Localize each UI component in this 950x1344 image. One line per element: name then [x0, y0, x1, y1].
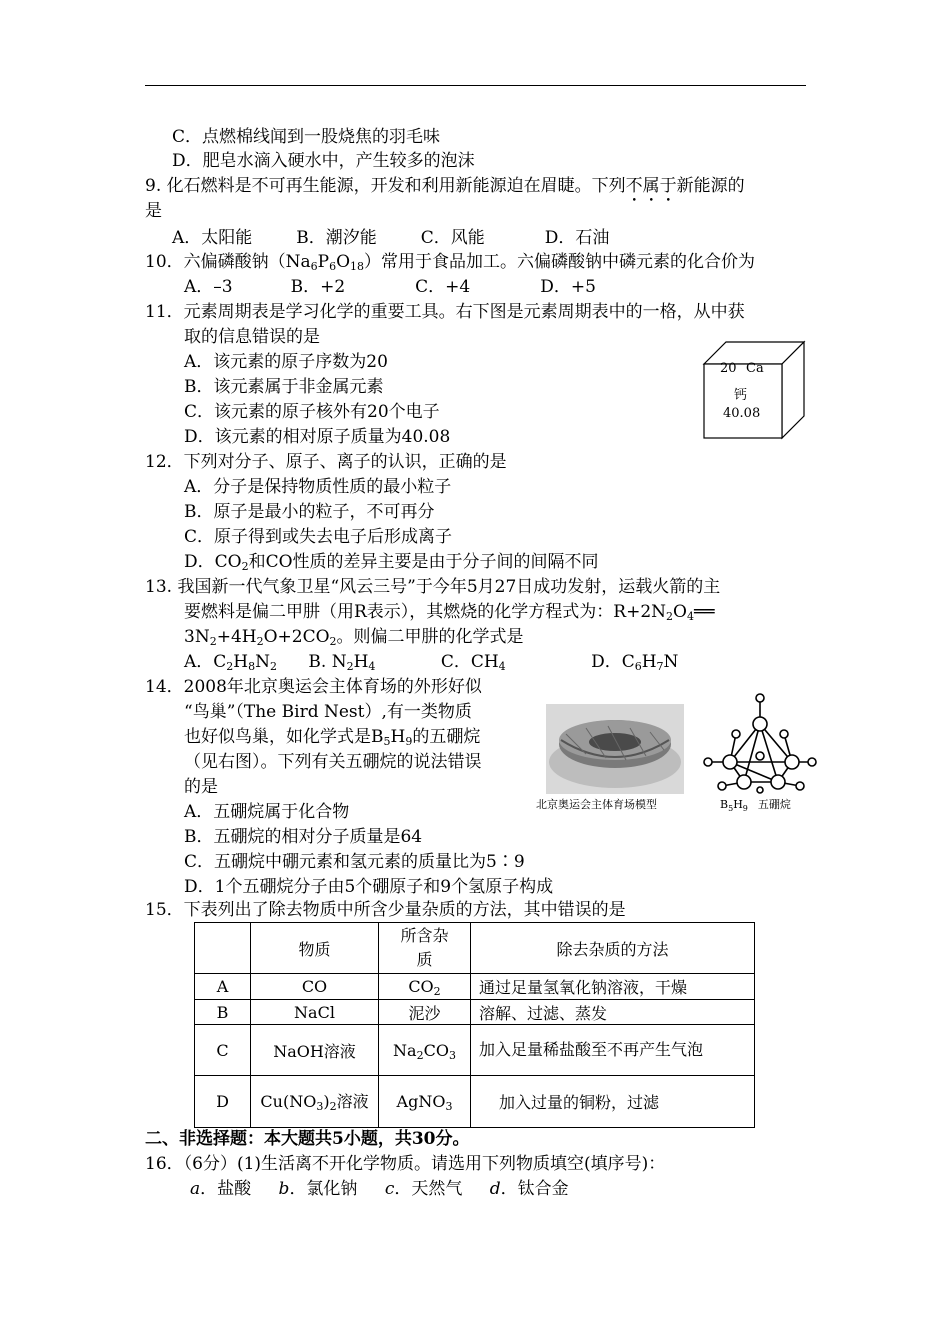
element-mass: 40.08 [723, 406, 761, 421]
table-cell: 通过足量氢氧化钠溶液，干燥 [471, 974, 755, 1000]
q12-option-c: C．原子得到或失去电子后形成离子 [184, 527, 453, 547]
q12-option-d: D．$CO_2$和CO性质的差异主要是由于分子间的间隔不同 [184, 552, 599, 573]
table-row [195, 1025, 755, 1076]
table-cell: NaCl [251, 1000, 379, 1025]
q12-stem: 12．下列对分子、原子、离子的认识，正确的是 [145, 452, 507, 472]
q14-option-d: D．1个五硼烷分子由5个硼原子和9个氢原子构成 [184, 877, 554, 897]
pentaborane-structure [700, 690, 818, 794]
element-symbol: Ca [746, 361, 764, 376]
q14-stem: 14．2008年北京奥运会主体育场的外形好似 [145, 677, 482, 697]
table-cell: CO [251, 974, 379, 1000]
q8-option-c: C．点燃棉线闻到一股烧焦的羽毛味 [172, 127, 441, 147]
element-number: 20 [720, 361, 737, 376]
table-header-row [195, 923, 755, 974]
table-cell: $CO_2$ [379, 974, 471, 1000]
q11-option-a: A．该元素的原子序数为20 [184, 352, 388, 372]
q14-option-a: A．五硼烷属于化合物 [184, 802, 350, 822]
table-header-cell [195, 923, 251, 974]
table-cell: $Na_2CO_3$ [379, 1025, 471, 1076]
table-cell: D [195, 1076, 251, 1128]
pentaborane-caption: $B_5H_9$ 五硼烷 [720, 798, 791, 813]
q14-stem-2: “鸟巢”（The Bird Nest）,有一类物质 [184, 702, 472, 722]
q15-stem: 15．下表列出了除去物质中所含少量杂质的方法，其中错误的是 [145, 900, 626, 920]
q13-options: A．$C_2H_8N_2$ B. $N_2H_4$ C．$CH_4$ D．$C_6H_7N$ [184, 652, 679, 673]
q16-stem: 16．（6分）(1)生活离不开化学物质。请选用下列物质填空(填序号)： [145, 1154, 666, 1174]
table-header-cell: 所含杂质 [379, 923, 471, 974]
table-row [195, 974, 755, 1000]
table-row [195, 1076, 755, 1128]
element-cell-figure [700, 340, 807, 440]
table-cell: NaOH溶液 [251, 1025, 379, 1076]
q14-stem-3: 也好似鸟巢，如化学式是$B_5H_9$的五硼烷 [184, 727, 481, 748]
element-name: 钙 [734, 388, 748, 403]
q14-option-c: C．五硼烷中硼元素和氢元素的质量比为5∶9 [184, 852, 525, 872]
table-cell: 加入足量稀盐酸至不再产生气泡 [471, 1025, 755, 1076]
q14-option-b: B．五硼烷的相对分子质量是64 [184, 827, 423, 847]
q11-option-c: C．该元素的原子核外有20个电子 [184, 402, 440, 422]
table-cell: AgNO$_3$ [379, 1076, 471, 1128]
q9-options: A．太阳能 B．潮汐能 C．风能 D．石油 [172, 228, 610, 248]
table-cell: $Cu(NO_3)_2$溶液 [251, 1076, 379, 1128]
table-cell: 泥沙 [379, 1000, 471, 1025]
q8-option-d: D．肥皂水滴入硬水中，产生较多的泡沫 [172, 151, 475, 171]
q12-option-a: A．分子是保持物质性质的最小粒子 [184, 477, 452, 497]
q13-stem-3: $3N_2+4H_2O+2CO_2$。则偏二甲肼的化学式是 [184, 627, 524, 648]
q14-stem-5: 的是 [184, 777, 218, 797]
table-header-cell: 物质 [251, 923, 379, 974]
table-cell: 加入过量的铜粉，过滤 [471, 1076, 755, 1128]
q10-options: A．–3 B．+2 C．+4 D．+5 [184, 277, 596, 297]
table-header-cell: 除去杂质的方法 [471, 923, 755, 974]
q11-option-b: B．该元素属于非金属元素 [184, 377, 384, 397]
q9-emphasis: 不属于 [625, 176, 677, 196]
q13-stem-2: 要燃料是偏二甲肼（用R表示），其燃烧的化学方程式为：$R+2N_2O_4══$ [184, 602, 715, 623]
q13-stem: 13. 我国新一代气象卫星“风云三号”于今年5月27日成功发射，运载火箭的主 [145, 577, 721, 597]
q14-stem-4: （见右图）。下列有关五硼烷的说法错误 [184, 752, 482, 772]
table-cell: A [195, 974, 251, 1000]
q10-stem: 10．六偏磷酸钠$(Na_6P_6O_{18})$常用于食品加工。六偏磷酸钠中磷元素的化合价为 [145, 252, 756, 273]
header-rule [145, 85, 806, 86]
q11-stem: 11．元素周期表是学习化学的重要工具。右下图是元素周期表中的一格，从中获 [145, 302, 745, 322]
table-row [195, 1000, 755, 1025]
stadium-caption: 北京奥运会主体育场模型 [536, 798, 657, 811]
table-cell: B [195, 1000, 251, 1025]
stadium-photo [546, 704, 684, 794]
q16-choices: a．盐酸 b．氯化钠 c．天然气 d．钛合金 [190, 1179, 569, 1199]
table-cell: C [195, 1025, 251, 1076]
impurity-table [194, 922, 755, 1128]
q9-stem-cont: 是 [145, 201, 162, 221]
table-cell: 溶解、过滤、蒸发 [471, 1000, 755, 1025]
section-two-heading: 二、非选择题：本大题共5小题，共30分。 [145, 1129, 470, 1149]
q9-stem: 9. 化石燃料是不可再生能源，开发和利用新能源迫在眉睫。下列不属于新能源的 [145, 176, 745, 196]
q11-option-d: D．该元素的相对原子质量为40.08 [184, 427, 451, 447]
q12-option-b: B．原子是最小的粒子，不可再分 [184, 502, 435, 522]
q11-stem-cont: 取的信息错误的是 [184, 327, 320, 347]
